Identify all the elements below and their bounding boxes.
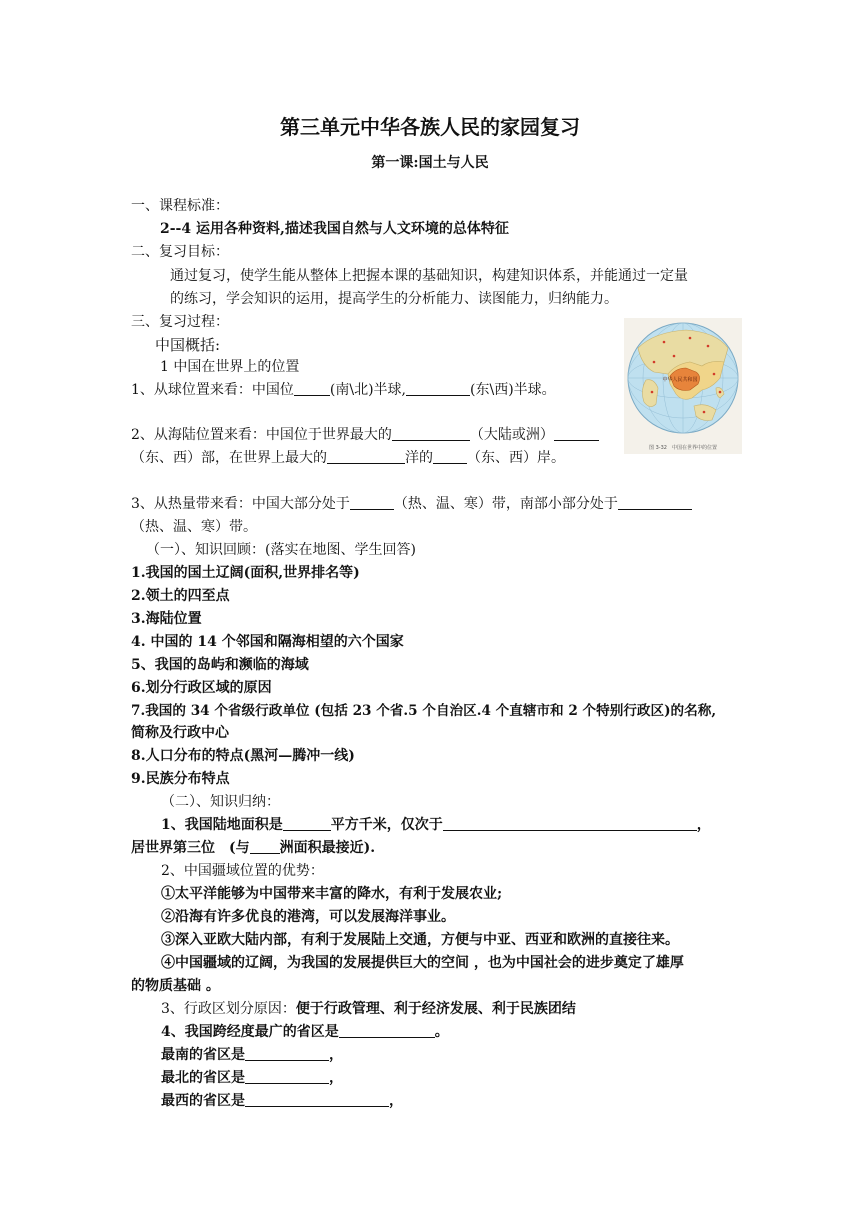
answer-blank[interactable] [250, 839, 280, 854]
globe-figure [624, 318, 742, 454]
answer-blank[interactable] [245, 1092, 389, 1107]
section-heading-process: 三、复习过程： [131, 314, 229, 330]
summary-2-title: 2、中国疆域位置的优势： [161, 863, 324, 879]
globe-map-image [624, 318, 742, 454]
svg-text:图 3-32 中国在世界中的位置: 图 3-32 中国在世界中的位置 [649, 445, 717, 451]
recall-item: 6.划分行政区域的原因 [131, 680, 272, 696]
advantage-item: 的物质基础 。 [131, 978, 220, 994]
recall-item: 简称及行政中心 [131, 725, 229, 741]
summary-1-line-1: 1、我国陆地面积是 平方千米，仅次于 ， [161, 817, 711, 833]
recall-item: 2.领土的四至点 [131, 588, 230, 604]
recall-item: 7.我国的 34 个省级行政单位 (包括 23 个省.5 个自治区.4 个直辖市和 2 个特别行政区)的名称, [131, 703, 717, 719]
answer-blank[interactable] [283, 816, 331, 831]
answer-blank[interactable] [327, 449, 405, 464]
northernmost-province: 最北的省区是 ， [161, 1070, 343, 1086]
recall-title: （一）、知识回顾：(落实在地图、学生回答) [146, 542, 416, 558]
advantage-item: ③深入亚欧大陆内部，有利于发展陆上交通，方便与中亚、西亚和欧洲的直接往来。 [161, 932, 679, 948]
answer-blank[interactable] [433, 449, 467, 464]
answer-blank[interactable] [392, 426, 470, 441]
recall-item: 1.我国的国土辽阔(面积,世界排名等) [131, 565, 360, 581]
advantage-item: ②沿海有许多优良的港湾，可以发展海洋事业。 [161, 909, 455, 925]
answer-blank[interactable] [245, 1069, 329, 1084]
recall-item: 3.海陆位置 [131, 611, 202, 627]
question-2-line-1: 2、从海陆位置来看：中国位于世界最大的 （大陆或洲） [131, 425, 599, 445]
section-heading-standard: 一、课程标准： [131, 198, 229, 214]
summary-1-line-2: 居世界第三位 (与 洲面积最接近). [131, 840, 376, 856]
summary-title: （二）、知识归纳： [161, 794, 280, 810]
recall-item: 9.民族分布特点 [131, 771, 230, 787]
recall-item: 4. 中国的 14 个邻国和隔海相望的六个国家 [131, 634, 404, 650]
page-title: 第三单元中华各族人民的家园复习 [280, 115, 580, 139]
advantage-item: ①太平洋能够为中国带来丰富的降水，有利于发展农业; [161, 886, 503, 902]
answer-blank[interactable] [294, 381, 330, 396]
southernmost-province: 最南的省区是 ， [161, 1047, 343, 1063]
goals-line-1: 通过复习，使学生能从整体上把握本课的基础知识，构建知识体系，并能通过一定量 [170, 268, 688, 284]
advantage-item: ④中国疆域的辽阔，为我国的发展提供巨大的空间 ，也为中国社会的进步奠定了雄厚 [161, 955, 684, 971]
answer-blank[interactable] [245, 1046, 329, 1061]
summary-3: 3、行政区划分原因：便于行政管理、利于经济发展、利于民族团结 [161, 1001, 576, 1017]
answer-blank[interactable] [406, 381, 470, 396]
svg-text:中华人民共和国: 中华人民共和国 [662, 377, 698, 383]
answer-blank[interactable] [618, 495, 692, 510]
westernmost-province: 最西的省区是 ， [161, 1093, 403, 1109]
answer-blank[interactable] [443, 816, 697, 831]
question-3-line-2: （热、温、寒）带。 [131, 519, 257, 535]
page-subtitle: 第一课:国土与人民 [371, 155, 489, 171]
summary-4: 4、我国跨经度最广的省区是 。 [161, 1024, 449, 1040]
recall-item: 8.人口分布的特点(黑河—腾冲一线) [131, 748, 355, 764]
question-2-line-2: （东、西）部，在世界上最大的 洋的 （东、西）岸。 [131, 450, 565, 466]
goals-line-2: 的练习，学会知识的运用，提高学生的分析能力、读图能力，归纳能力。 [170, 291, 618, 307]
position-title: 1 中国在世界上的位置 [160, 359, 300, 375]
answer-blank[interactable] [339, 1023, 435, 1038]
standard-text: 2--4 运用各种资料,描述我国自然与人文环境的总体特征 [160, 221, 509, 237]
answer-blank[interactable] [554, 426, 599, 441]
overview-heading: 中国概括: [155, 336, 221, 354]
recall-item: 5、我国的岛屿和濒临的海域 [131, 657, 309, 673]
question-1: 1、从球位置来看：中国位 (南\北)半球, (东\西)半球。 [131, 382, 556, 398]
section-heading-goals: 二、复习目标： [131, 244, 229, 260]
answer-blank[interactable] [350, 495, 394, 510]
question-3-line-1: 3、从热量带来看：中国大部分处于 （热、温、寒）带，南部小部分处于 [131, 494, 692, 514]
